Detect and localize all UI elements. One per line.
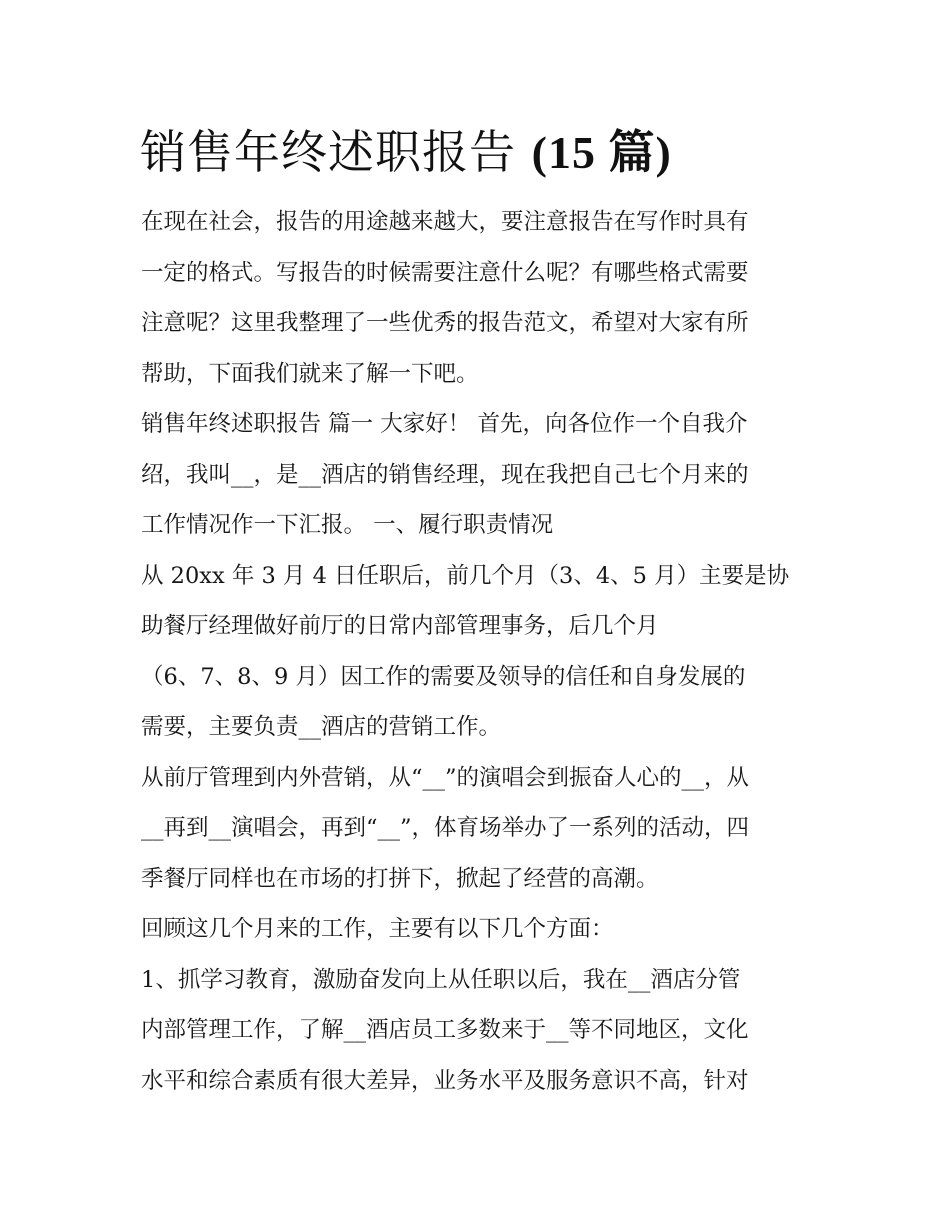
body-line: 工作情况作一下汇报。 一、履行职责情况 <box>141 512 554 538</box>
document-title <box>140 116 672 182</box>
body-line: 水平和综合素质有很大差异，业务水平及服务意识不高，针对 <box>141 1067 749 1094</box>
body-line: 注意呢？这里我整理了一些优秀的报告范文，希望对大家有所 <box>141 310 749 336</box>
body-line: （6、7、8、9 月）因工作的需要及领导的信任和自身发展的 <box>141 663 746 690</box>
document-body <box>141 202 811 1111</box>
body-line: 从前厅管理到内外营销，从“__”的演唱会到振奋人心的__，从 <box>141 764 750 791</box>
body-line: 内部管理工作，了解__酒店员工多数来于__等不同地区，文化 <box>141 1017 749 1043</box>
body-line: 从 20xx 年 3 月 4 日任职后，前几个月（3、4、5 月）主要是协 <box>141 562 790 589</box>
body-line: 销售年终述职报告 篇一 大家好！ 首先，向各位作一个自我介 <box>141 411 748 437</box>
body-line: 绍，我叫__，是__酒店的销售经理，现在我把自己七个月来的 <box>141 461 749 488</box>
body-line: 季餐厅同样也在市场的打拼下，掀起了经营的高潮。 <box>141 865 659 892</box>
body-line: 回顾这几个月来的工作，主要有以下几个方面： <box>141 916 614 942</box>
title-main: 销售年终述职报告 <box>140 125 516 179</box>
body-line: 1、抓学习教育，激励奋发向上从任职以后，我在__酒店分管 <box>141 966 741 993</box>
body-line: __再到__演唱会，再到“__”，体育场举办了一系列的活动，四 <box>141 815 750 841</box>
body-line: 在现在社会，报告的用途越来越大，要注意报告在写作时具有 <box>141 209 749 235</box>
body-line: 需要，主要负责__酒店的营销工作。 <box>141 714 502 740</box>
body-line: 帮助，下面我们就来了解一下吧。 <box>141 360 479 387</box>
body-line: 一定的格式。写报告的时候需要注意什么呢？有哪些格式需要 <box>141 259 749 286</box>
title-count: (15 篇) <box>531 127 672 178</box>
body-line: 助餐厅经理做好前厅的日常内部管理事务，后几个月 <box>141 613 659 639</box>
